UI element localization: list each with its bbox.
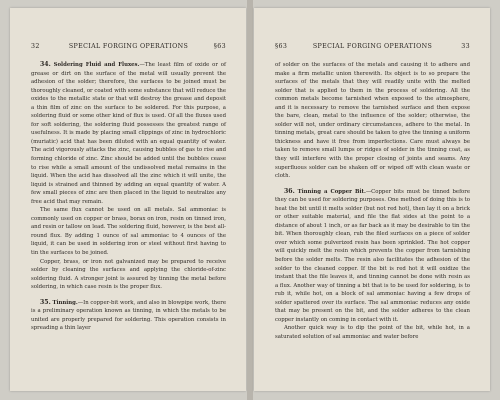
section-34-text-1: —The least film of oxide or of grease or dirt on the surface of the metal will usually prevent the adhesion of the solder; therefore, the surfaces to be joined must be thoroughly cleaned, or coated with some substance that will reduce the oxides to the metallic state or that will destroy the grease and deposit a thin film of zinc on the surface to be soldered. For this purpose, a soldering fluid or some other kind of flux is used. Of all the fluxes used for soft soldering, the soldering fluid possesses the greatest range of usefulness. It is made by placing small clippings of zinc in hydrochloric (muriatic) acid that has been diluted with an equal quantity of water. The acid vigorously attacks the zinc, causing bubbles of gas to rise and forming chloride of zinc. Zinc should be added until the bubbles cease to rise while a small amount of the undissolved metal remains in the liquid. When the acid has dissolved all the zinc which it will unite, the liquid is strained and thinned by adding an equal quantity of water. A few small pieces of zinc are then placed in the liquid to neutralize any free acid that may remain. <box>31 62 226 205</box>
right-page <box>254 8 490 391</box>
section-34-paragraph-3: Copper, brass, or iron not galvanized may be prepared to receive solder by cleaning the surfaces and applying the chloride-of-zinc soldering fluid. A stronger joint is assured by tinning the metal before soldering, in which case resin is the proper flux. <box>31 258 226 291</box>
left-section-ref: §63 <box>213 43 226 50</box>
section-34-title: Soldering Fluid and Fluxes. <box>53 62 140 68</box>
left-running-title: SPECIAL FORGING OPERATIONS <box>68 43 189 50</box>
section-35-title: Tinning. <box>52 299 78 306</box>
right-running-title: SPECIAL FORGING OPERATIONS <box>312 43 433 50</box>
section-36-paragraph-1 <box>275 188 470 325</box>
right-section-ref: §63 <box>275 43 288 50</box>
book-gutter <box>247 0 253 400</box>
right-page-body <box>275 61 470 383</box>
right-page-number: 33 <box>461 43 470 50</box>
left-page-body <box>31 61 226 383</box>
section-35-continued: of solder on the surfaces of the metals and causing it to adhere and make a firm metallic union therewith. Its object is to so prepare the surfaces of the metals that they will readily unite with the melted solder that is applied to them in the process of soldering. All the common metals become tarnished when exposed to the atmosphere, and it is necessary to remove the tarnished surface and then expose the bare, clean, metal to the influence of the solder; otherwise, the solder will not, under ordinary circumstances, adhere to the metal. In tinning metals, great care should be taken to give the tinning a uniform thickness and have it free from imperfections. Care must always be taken to remove small lumps or ridges of solder in the tinning coat, as they will interfere with the proper closing of joints and seams. Any superfluous solder can be shaken off or wiped off with clean waste or cloth. <box>275 62 470 180</box>
section-35-paragraph-1 <box>31 299 226 333</box>
section-34-paragraph-1 <box>31 61 226 206</box>
left-page-header <box>31 43 226 53</box>
section-36-paragraph-2: Another quick way is to dip the point of the bit, while hot, in a saturated solution of sal ammoniac and water before <box>275 325 470 340</box>
section-35-text-1: —In copper-bit work, and also in blowpipe work, there is a preliminary operation known as tinning, in which the metals to be united are properly prepared for soldering. This operation consists in spreading a thin layer <box>31 299 226 332</box>
section-36-number: 36. <box>284 187 295 195</box>
section-35-number: 35. <box>40 298 51 306</box>
left-page <box>10 8 246 391</box>
section-36-text-1: —Copper bits must be tinned before they can be used for soldering purposes. One method of doing this is to heat the bit until it melts solder (but not red hot), then lay it on a brick or other suitable material, and file the flat sides at the point to a distance of about 1 inch, or as far back as it may be desirable to tin the bit. When thoroughly clean, rub the filed surfaces on a piece of solder over which some pulverized resin has been sprinkled. The hot copper will quickly melt the resin which prevents the copper from tarnishing before the solder melts. The resin also facilitates the adhesion of the solder to the cleaned copper. If the bit is red hot it will oxidize the instant that the file leaves it, and tinning cannot be done with resin as a flux. Another way of tinning a bit that is to be used for soldering, is to rub it, while hot, on a block of sal ammoniac having a few drops of solder spattered over its surface. The sal ammoniac reduces any oxide that may be present on the bit, and the solder adheres to the clean copper instantly on coming in contact with it. <box>275 188 470 323</box>
section-36-title: Tinning a Copper Bit. <box>297 188 366 195</box>
right-page-header <box>275 43 470 53</box>
section-34-number: 34. <box>40 61 51 68</box>
section-34-paragraph-2: The same flux cannot be used on all metals. Sal ammoniac is commonly used on copper or brass, borax on iron, resin on tinned iron, and resin or tallow on lead. The soldering fluid, however, is the best all-round flux. By adding 1 ounce of sal ammoniac to 4 ounces of the liquid, it can be used in soldering iron or steel without first having to tin the surfaces to be joined. <box>31 207 226 257</box>
left-page-number: 32 <box>31 43 40 50</box>
